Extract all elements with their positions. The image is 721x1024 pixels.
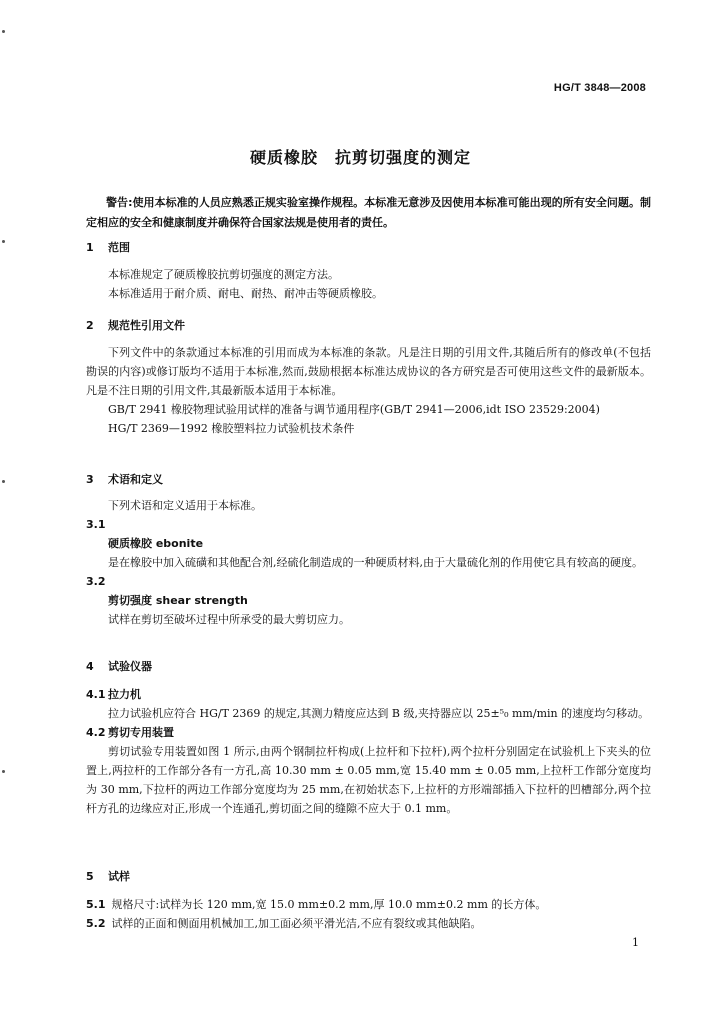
section-5 bbox=[86, 867, 651, 933]
paragraph: 本标准适用于耐介质、耐电、耐热、耐冲击等硬质橡胶。 bbox=[108, 287, 383, 300]
term-definition: 是在橡胶中加入硫磺和其他配合剂,经硫化制造成的一种硬质材料,由于大量硫化剂的作用使它具有较高的硬度。 bbox=[108, 556, 643, 569]
term-entry: 剪切强度 shear strength bbox=[108, 594, 248, 607]
paragraph: 拉力试验机应符合 HG/T 2369 的规定,其测力精度应达到 B 级,夹持器应以 25±⁵₀ mm/min 的速度均匀移动。 bbox=[108, 707, 650, 720]
term-entry: 硬质橡胶 ebonite bbox=[108, 537, 204, 550]
subsection-number: 5.1 bbox=[86, 898, 106, 911]
section-title: 规范性引用文件 bbox=[108, 319, 185, 332]
subsection-heading bbox=[86, 685, 651, 704]
subsection-number: 5.2 bbox=[86, 917, 106, 930]
paragraph: 剪切试验专用装置如图 1 所示,由两个钢制拉杆构成(上拉杆和下拉杆),两个拉杆分别固定在试验机上下夹头的位置上,两拉杆的工作部分各有一方孔,高 10.30 mm ± 0.05 mm,宽 15.40 mm ± 0.05 mm,上拉杆工作部分宽度均为 30 mm,下拉杆的两边工作部分宽度均为 25 mm,在初始状态下,上拉杆的方形端部插入下拉杆的凹槽部分,两个拉杆方孔的边缘应对正,形成一个连通孔,剪切面之间的缝隙不应大于 0.1 mm。 bbox=[86, 745, 651, 815]
section-number: 1 bbox=[86, 241, 94, 254]
scan-mark bbox=[2, 30, 5, 33]
section-number: 4 bbox=[86, 660, 94, 673]
section-heading bbox=[86, 316, 651, 336]
subsection-text: 试样的正面和侧面用机械加工,加工面必须平滑光洁,不应有裂纹或其他缺陷。 bbox=[111, 917, 482, 930]
subsection-paragraph bbox=[86, 914, 651, 933]
scan-mark bbox=[2, 240, 5, 243]
paragraph: 下列文件中的条款通过本标准的引用而成为本标准的条款。凡是注日期的引用文件,其随后所有的修改单(不包括勘误的内容)或修订版均不适用于本标准,然而,鼓励根据本标准达成协议的各方研究是否可使用这些文件的最新版本。凡是不注日期的引用文件,其最新版本适用于本标准。 bbox=[86, 346, 651, 397]
section-number: 5 bbox=[86, 870, 94, 883]
section-title: 范围 bbox=[108, 241, 130, 254]
scan-mark bbox=[2, 770, 5, 773]
section-title: 试验仪器 bbox=[108, 660, 152, 673]
subsection-title: 剪切专用装置 bbox=[108, 726, 174, 739]
section-title: 试样 bbox=[108, 870, 130, 883]
subsection-heading bbox=[86, 723, 651, 742]
section-heading bbox=[86, 238, 651, 258]
section-1 bbox=[86, 238, 651, 303]
warning-paragraph: 警告:使用本标准的人员应熟悉正规实验室操作规程。本标准无意涉及因使用本标准可能出现的所有安全问题。制定相应的安全和健康制度并确保符合国家法规是使用者的责任。 bbox=[86, 196, 651, 229]
normative-reference: GB/T 2941 橡胶物理试验用试样的准备与调节通用程序(GB/T 2941—2006,idt ISO 23529:2004) bbox=[108, 403, 600, 416]
section-heading bbox=[86, 657, 651, 677]
scan-mark bbox=[2, 480, 5, 483]
section-3 bbox=[86, 470, 651, 629]
subsection-paragraph bbox=[86, 895, 651, 914]
paragraph: 本标准规定了硬质橡胶抗剪切强度的测定方法。 bbox=[108, 268, 339, 281]
section-4 bbox=[86, 657, 651, 818]
section-2 bbox=[86, 316, 651, 438]
subsection-text: 规格尺寸:试样为长 120 mm,宽 15.0 mm±0.2 mm,厚 10.0 mm±0.2 mm 的长方体。 bbox=[111, 898, 547, 911]
term-number: 3.2 bbox=[86, 575, 106, 588]
section-number: 2 bbox=[86, 319, 94, 332]
subsection-number: 4.1 bbox=[86, 688, 106, 701]
document-title: 硬质橡胶 抗剪切强度的测定 bbox=[249, 148, 471, 167]
subsection-number: 4.2 bbox=[86, 726, 106, 739]
section-title: 术语和定义 bbox=[108, 473, 163, 486]
term-number: 3.1 bbox=[86, 518, 106, 531]
standard-code: HG/T 3848—2008 bbox=[553, 82, 646, 94]
page-number: 1 bbox=[632, 936, 639, 949]
term-definition: 试样在剪切至破坏过程中所承受的最大剪切应力。 bbox=[108, 613, 350, 626]
section-number: 3 bbox=[86, 473, 94, 486]
section-heading bbox=[86, 867, 651, 887]
normative-reference: HG/T 2369—1992 橡胶塑料拉力试验机技术条件 bbox=[108, 422, 355, 435]
subsection-title: 拉力机 bbox=[108, 688, 141, 701]
section-heading bbox=[86, 470, 651, 490]
paragraph: 下列术语和定义适用于本标准。 bbox=[108, 499, 262, 512]
